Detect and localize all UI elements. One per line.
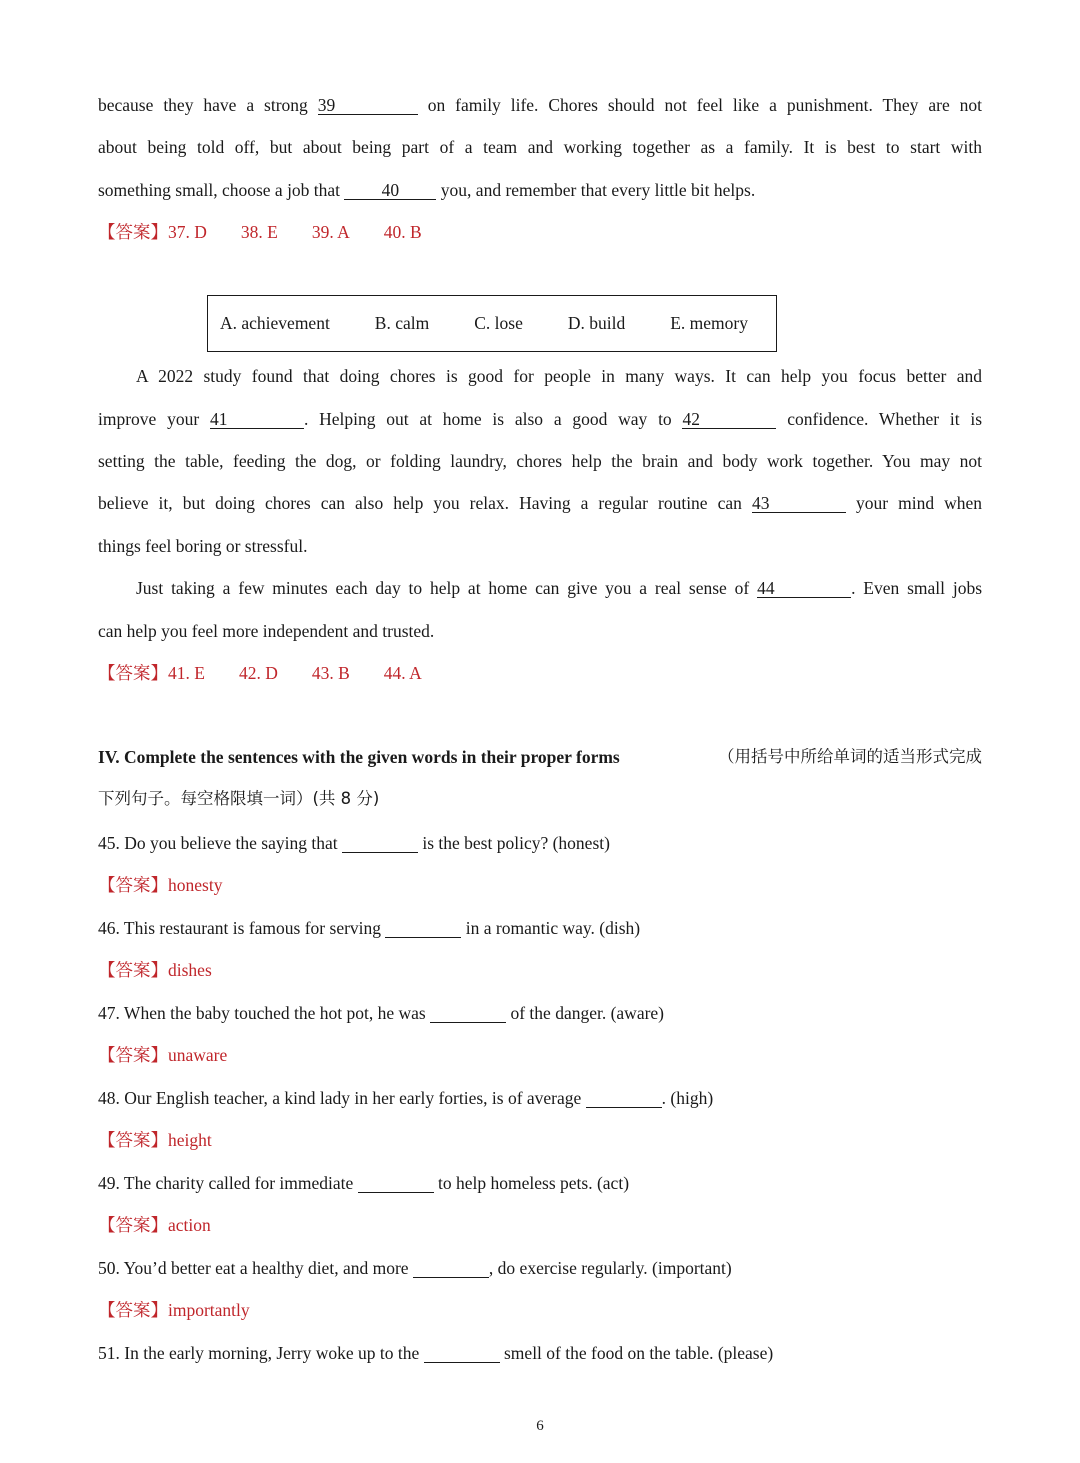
answer-blank <box>342 834 418 853</box>
answer-item: 43. B <box>311 663 350 683</box>
para1-line1: because they have a strong 39 on family life. Chores should not feel like a punishment. They are not <box>98 95 983 115</box>
answer-blank <box>586 1089 662 1108</box>
para2-line4: believe it, but doing chores can also help you relax. Having a regular routine can 43 your mind when <box>98 493 983 513</box>
question-49: 49. The charity called for immediate to help homeless pets. (act) <box>98 1173 630 1193</box>
answers-37-40: 【答案】37. D 38. E 39. A 40. B <box>98 222 422 242</box>
question-48: 48. Our English teacher, a kind lady in her early forties, is of average . (high) <box>98 1088 714 1108</box>
question-50: 50. You’d better eat a healthy diet, and more , do exercise regularly. (important) <box>98 1258 732 1278</box>
section-4-title-cn: 下列句子。每空格限填一词）(共 8 分) <box>98 789 380 808</box>
option-c: C. lose <box>474 313 523 333</box>
para1-line3: something small, choose a job that 40 you, and remember that every little bit helps. <box>98 180 756 200</box>
answer-item: 38. E <box>240 222 278 242</box>
answer-item: 39. A <box>311 222 350 242</box>
question-45: 45. Do you believe the saying that is the best policy? (honest) <box>98 833 610 853</box>
answer-blank <box>424 1344 500 1363</box>
option-a: A. achievement <box>220 313 330 333</box>
para3-line2: can help you feel more independent and trusted. <box>98 621 435 641</box>
answer-blank <box>430 1004 506 1023</box>
answer-50: 【答案】importantly <box>98 1300 250 1320</box>
answers-41-44: 【答案】41. E 42. D 43. B 44. A <box>98 663 422 683</box>
answer-46: 【答案】dishes <box>98 960 212 980</box>
answer-item: 37. D <box>168 222 207 242</box>
blank-42: 42 <box>682 410 776 429</box>
para3-line1: Just taking a few minutes each day to help at home can give you a real sense of 44 . Even small jobs <box>136 578 983 598</box>
blank-40: 40 <box>344 181 436 200</box>
answer-48: 【答案】height <box>98 1130 212 1150</box>
para1-line2: about being told off, but about being part of a team and working together as a family. It is best to start with <box>98 137 982 157</box>
option-d: D. build <box>567 313 626 333</box>
page-number: 6 <box>536 1418 544 1434</box>
para2-line2: improve your 41 . Helping out at home is also a good way to 42 confidence. Whether it is <box>98 409 983 429</box>
para2-line1: A 2022 study found that doing chores is good for people in many ways. It can help you focus better and <box>136 366 982 386</box>
option-b: B. calm <box>374 313 430 333</box>
answer-45: 【答案】honesty <box>98 875 223 895</box>
blank-43: 43 <box>752 494 846 513</box>
blank-41: 41 <box>210 410 304 429</box>
option-e: E. memory <box>670 313 748 333</box>
blank-44: 44 <box>757 579 851 598</box>
answer-49: 【答案】action <box>98 1215 211 1235</box>
blank-39: 39 <box>318 96 418 115</box>
answer-blank <box>413 1259 489 1278</box>
question-46: 46. This restaurant is famous for serving in a romantic way. (dish) <box>98 918 641 938</box>
section-4-title: IV. Complete the sentences with the given words in their proper forms （用括号中所给单词的适当形式完成 <box>98 747 982 767</box>
question-47: 47. When the baby touched the hot pot, he was of the danger. (aware) <box>98 1003 665 1023</box>
answer-item: 42. D <box>238 663 278 683</box>
para2-line3: setting the table, feeding the dog, or folding laundry, chores help the brain and body work together. You may not <box>98 451 982 471</box>
answer-47: 【答案】unaware <box>98 1045 228 1065</box>
answer-item: 40. B <box>383 222 422 242</box>
answer-item: 44. A <box>383 663 422 683</box>
answer-item: 41. E <box>168 663 205 683</box>
answer-blank <box>385 919 461 938</box>
word-options-box <box>207 295 777 352</box>
answer-blank <box>358 1174 434 1193</box>
para2-line5: things feel boring or stressful. <box>98 536 308 556</box>
question-51: 51. In the early morning, Jerry woke up to the smell of the food on the table. (please) <box>98 1343 774 1363</box>
